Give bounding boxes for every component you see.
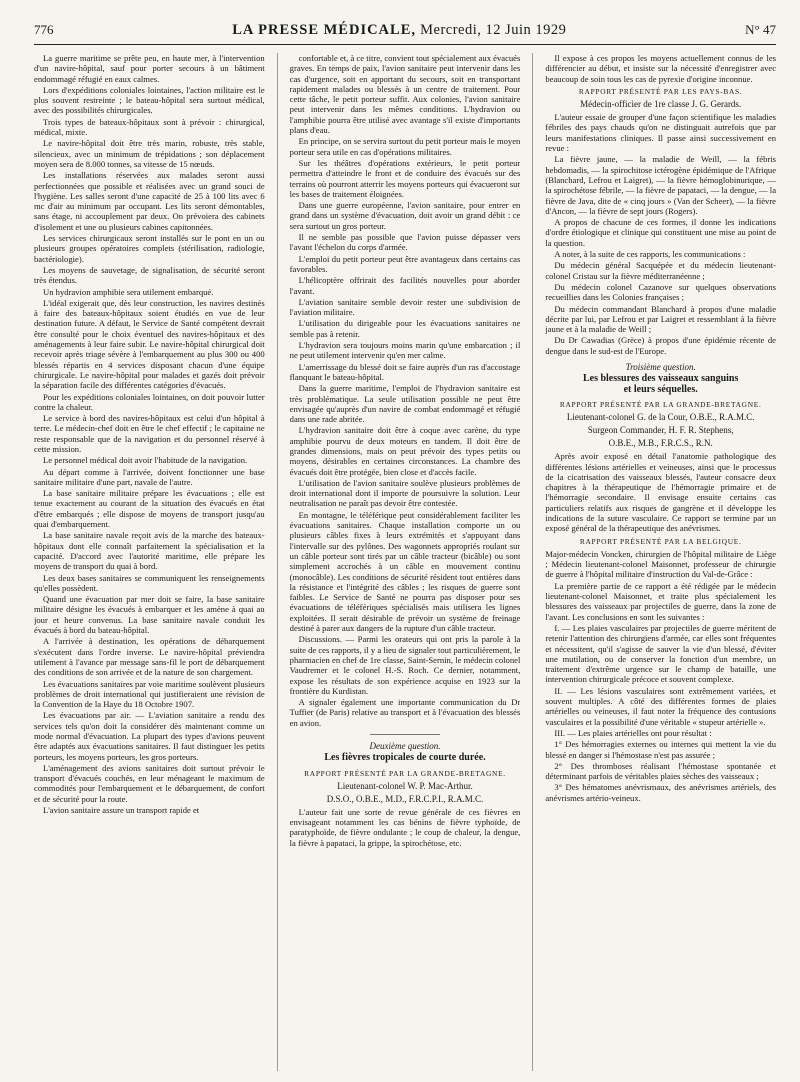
report-label: RAPPORT PRÉSENTÉ PAR LA GRANDE-BRETAGNE. [559, 399, 762, 409]
paragraph: En montagne, le téléférique peut considérablement faciliter les évacuations sanitaires. Chaque installation comporte un ou plusieurs câbles fixes à leurs extrémités et s'appuyant dans l'intervalle sur des pylônes. Des wagonnets appropriés roulant sur un câble porteur sont tirés par un câble tracteur (bicâble) ou sont simplement accrochés à un câble en mouvement continu (monocâble). Les conditions de sécurité résident tout entières dans la résistance et l'intégrité des câbles ; les risques de guerre sont faibles. Le Service de Santé ne pourra pas disposer pour ses évacuations de téléfériques spécialisés mais utilisera les lignes exploitées. Il serait désirable de prévoir un système de freinage destiné à parer aux dangers de la rupture d'un câble tracteur. [289, 509, 521, 634]
paragraph: L'hydravion sera toujours moins marin qu'une embarcation ; il ne peut utilement intervenir qu'en mer calme. [289, 340, 521, 361]
page-header [34, 22, 776, 45]
paragraph: Les installations réservées aux malades seront aussi perfectionnées que possible et réalisées avec un grand souci de l'hygiène. Les salles seront d'une capacité de 25 à 100 lits avec 6 mc d'air au minimum par occupant. Les lits seront démontables, sans étage, ni accouplement par deux. On prévoiera des cabinets d'isolement et une ou plusieurs cabines capitonnées. [34, 170, 265, 232]
paragraph: Les deux bases sanitaires se communiquent les renseignements qu'elles possèdent. [34, 572, 265, 593]
paragraph: confortable et, à ce titre, convient tout spécialement aux évacués graves. En temps de paix, l'avion sanitaire peut intervenir dans les cas d'urgence, soit en apportant du secours, soit en transportant rapidement malades ou blessés à un centre de traitement. Pour cette tâche, le petit porteur suffit. Aux colonies, l'avion sanitaire peut intervenir dans les mêmes conditions. L'hydravion ou l'amphibie pourra être utilisé avec avantage s'il existe d'importants plans d'eau. [289, 53, 521, 136]
paragraph: Au départ comme à l'arrivée, doivent fonctionner une base sanitaire militaire d'une part, navale de l'autre. [34, 466, 265, 487]
paragraph: L'aménagement des avions sanitaires doit surtout prévoir le transport d'évacués couchés, en leur ménageant le maximum de commodités pour l'embarquement et le débarquement, de confort et de sécurité pour la route. [34, 762, 265, 804]
paragraph: A noter, à la suite de ces rapports, les communications : [554, 249, 746, 260]
paragraph: Le navire-hôpital doit être très marin, robuste, très stable, silencieux, avec un minimum de trépidations ; son déplacement moyen sera de 8.000 tonnes, sa vitesse de 15 nœuds. [34, 138, 265, 169]
column-3 [532, 53, 776, 1071]
report-author: Lieutenant-colonel W. P. Mac-Arthur. [337, 780, 473, 791]
paragraph: Lors d'expéditions coloniales lointaines, l'action militaire est le plus souvent restreinte ; le bateau-hôpital sera surtout médical, avec des possibilités chirurgicales. [34, 84, 265, 116]
paragraph: L'hydravion sanitaire doit être à coque avec carène, du type amphibie pourvu de deux moteurs en tandem. Il doit être de grandes dimensions, mais on peut prévoir des types petits ou moyens, désirables en certaines circonstances. La chambre des évacués doit être protégée, bien close et d'accès facile. [289, 425, 521, 477]
paragraph: Après avoir exposé en détail l'anatomie pathologique des différentes lésions artérielles et veineuses, ainsi que le processus de la cicatrisation des vaisseaux blessés, l'auteur consacre deux chapitres à la thérapeutique de l'hémorragie primaire et de l'hémorragie secondaire. Il envisage ensuite certains cas particuliers relatifs aux risques de gangrène et il développe les indications de la suture vasculaire. Ce rapport se termine par un exposé général de la thérapeutique des anévrismes. [545, 451, 777, 534]
section-divider [370, 734, 440, 735]
journal-title [232, 22, 566, 39]
paragraph: L'auteur essaie de grouper d'une façon scientifique les maladies fébriles des pays chauds qu'on ne distinguait autrefois que par leurs manifestations cliniques. Il passe ainsi successivement en revue : [545, 112, 777, 154]
column-1 [34, 53, 265, 1071]
paragraph: II. — Les lésions vasculaires sont extrêmement variées, et souvent multiples. A côté des différentes formes de plaies artérielles ou veineuses, il faut noter la fréquence des contusions vasculaires et la possibilité d'une véritable « stupeur artérielle ». [545, 685, 777, 727]
paragraph: Les évacuations par air. — L'aviation sanitaire a rendu des services tels qu'on doit la considérer dès maintenant comme un mode normal d'évacuation. La plupart des types d'avions peuvent être adaptés aux évacuations sanitaires. Il faut distinguer les petits porteurs, les moyens porteurs, les gros porteurs. [34, 710, 265, 762]
paragraph: Les services chirurgicaux seront installés sur le pont en un ou plusieurs groupes opératoires complets (stérilisation, radiologie, bactériologie). [34, 233, 265, 264]
paragraph: Du médecin commandant Blanchard à propos d'une maladie décrite par lui, par Lefrou et par Laigret et ressemblant à la fièvre jaune et à la maladie de Weill ; [545, 303, 777, 335]
paragraph: A signaler également une importante communication du Dr Tuffier (de Paris) relative au transport et à l'évacuation des blessés en avion. [289, 697, 521, 728]
paragraph: Major-médecin Voncken, chirurgien de l'hôpital militaire de Liège ; Médecin lieutenant-colonel Maisonnet, professeur de chirurgie de guerre à l'hôpital militaire d'instruction du Val-de-Grâce : [545, 548, 777, 580]
column-3-paragraphs-b [545, 581, 776, 803]
paragraph: La base sanitaire navale reçoit avis de la marche des bateaux-hôpitaux dont elle connaît parfaitement la spécialisation et la capacité. D'accord avec l'autorité maritime, elle prépare les moyens de transport du quai à bord. [34, 530, 265, 572]
paragraph: A propos de chacune de ces formes, il donne les indications d'ordre étiologique et clinique qui constituent une mise au point de la question. [545, 217, 777, 248]
report-author: Médecin-officier de 1re classe J. G. Gerards. [580, 99, 742, 110]
paragraph: L'hélicoptère offrirait des facilités nouvelles pour aborder l'avant. [289, 275, 521, 296]
paragraph: Les évacuations sanitaires par voie maritime soulèvent plusieurs problèmes de droit international qui justifieraient une révision de la Convention de la Haye du 18 Octobre 1907. [34, 678, 265, 710]
paragraph: Du médecin général Sacquépée et du médecin lieutenant-colonel Cristau sur la fièvre méditerranéenne ; [545, 260, 777, 281]
paragraph: Pour les expéditions coloniales lointaines, on doit pouvoir lutter contre la chaleur. [34, 391, 265, 412]
column-2 [277, 53, 521, 1071]
text-columns [34, 53, 776, 1071]
paragraph: III. — Les plaies artérielles ont pour résultat : [554, 727, 712, 738]
paragraph: Il ne semble pas possible que l'avion puisse dépasser vers l'avant l'échelon du corps d'armée. [289, 232, 521, 253]
paragraph: Du médecin colonel Cazanove sur quelques observations recueillies dans les Colonies françaises ; [545, 281, 777, 303]
paragraph: L'utilisation de l'avion sanitaire soulève plusieurs problèmes de droit international dont il importe de poursuivre la solution. Leur neutralisation ne paraît pas devoir être contestée. [289, 477, 521, 509]
issue-number: N° 47 [745, 22, 776, 37]
paragraph: L'idéal exigerait que, dès leur construction, les navires destinés à faire des bateaux-hôpitaux soient étudiés en vue de leur destination future. A défaut, le Service de Santé compétent devrait être consulté pour le choix éventuel des navires-hôpitaux et des aménagements à leur faire subir. Le navire-hôpital chirurgical doit recevoir après triage sévère à l'embarquement au plus 300 ou 400 blessés répartis en 4 services disposant chacun d'une équipe chirurgicale. Le navire-hôpital pour malades et gazés doit prévoir la séparation facile des différentes catégories d'évacués. [34, 297, 265, 391]
report-label: RAPPORT PRÉSENTÉ PAR LES PAYS-BAS. [578, 86, 743, 96]
column-3-paragraphs [545, 112, 776, 356]
section-heading-3: Troisième question. [625, 362, 696, 373]
section-subtitle-2: Les fièvres tropicales de courte durée. [324, 752, 486, 764]
paragraph: Dans une guerre européenne, l'avion sanitaire, pour entrer en grand dans un système d'évacuation, doit avoir un grand débit : ce sera surtout un gros porteur. [289, 200, 521, 231]
paragraph: Les moyens de sauvetage, de signalisation, de sécurité seront très étendus. [34, 264, 265, 286]
report-author-titles: O.B.E., M.B., F.R.C.S., R.N. [608, 438, 713, 449]
paragraph: La fièvre jaune, — la maladie de Weill, — la fébris hebdomadis, — la spirochitose ictérogène épidémique de l'Afrique (Blanchard, Lefrou et Laigret), — la fièvre hémoglobinurique, — la spirochétose fébrile, — la fièvre de papataci, — la dengue, — la fièvre de Java, dite de « cinq jours » (Van der Scheer), — la fièvre d'Ancon, — la fièvre de sept jours (Rogers). [545, 154, 777, 216]
paragraph: La guerre maritime se prête peu, en haute mer, à l'intervention d'un navire-hôpital, sauf pour porter secours à un bâtiment endommagé réfugié en eaux calmes. [34, 53, 265, 84]
subtitle-line-1: Les blessures des vaisseaux sanguins [582, 373, 739, 385]
paragraph: Le service à bord des navires-hôpitaux est celui d'un hôpital à terre. Le médecin-chef doit en être le chef effectif ; le capitaine ne reste responsable que de la navigation et du personnel réservé à cette mission. [34, 413, 265, 454]
report-label: RAPPORT PRÉSENTÉ PAR LA BELGIQUE. [579, 536, 742, 546]
report-author-titles: D.S.O., O.B.E., M.D., F.R.C.P.I., R.A.M.C. [326, 793, 484, 804]
paragraph: Il expose à ces propos les moyens actuellement connus de les différencier au début, et insiste sur la nécessité d'enregistrer avec beaucoup de soin tous les cas de pyrexie d'origine inconnue. [545, 53, 777, 84]
paragraph: I. — Les plaies vasculaires par projectiles de guerre méritent de retenir l'attention des chirurgiens d'armée, car elles sont fréquentes et nécessitent, qu'il s'agisse de sauver la vie d'un blessé, d'éviter une mutilation, ou de conserver la fonction d'un membre, un traitement d'extrême urgence sur le champ de bataille, une intervention chirurgicale précoce et souvent complexe. [545, 622, 777, 685]
paragraph: Un hydravion amphibie sera utilement embarqué. [43, 286, 214, 297]
paragraph: L'emploi du petit porteur peut être avantageux dans certains cas favorables. [289, 253, 521, 274]
subtitle-line-2: et leurs séquelles. [623, 383, 698, 395]
paragraph: Dans la guerre maritime, l'emploi de l'hydravion sanitaire est très problématique. La seule utilisation possible ne peut être envisagée qu'auprès d'un navire de combat endommagé et réfugié dans une rade abritée. [289, 383, 521, 425]
journal-name: LA PRESSE MÉDICALE, [232, 22, 416, 38]
report-author: Lieutenant-colonel G. de la Cour, O.B.E., R.A.M.C. [566, 412, 755, 423]
paragraph: Du Dr Cawadias (Grèce) à propos d'une épidémie récente de dengue dans le sud-est de l'Europe. [545, 335, 777, 356]
section-subtitle-3 [545, 374, 776, 395]
issue-date: Mercredi, 12 Juin 1929 [420, 22, 567, 38]
paragraph: Trois types de bateaux-hôpitaux sont à prévoir : chirurgical, médical, mixte. [34, 116, 265, 138]
column-1-paragraphs [34, 53, 265, 815]
column-2-paragraphs [290, 53, 521, 728]
paragraph: 1° Des hémorragies externes ou internes qui mettent la vie du blessé en danger si l'hémostase n'est pas assurée ; [545, 739, 777, 760]
paragraph: A l'arrivée à destination, les opérations de débarquement s'exécutent dans l'ordre inverse. Le navire-hôpital préviendra utilement à l'avance par message sans-fil le port de débarquement des conditions de son arrivée et de la nature de son chargement. [34, 636, 265, 678]
paragraph: En principe, on se servira surtout du petit porteur mais le moyen porteur sera utile en cas d'opérations militaires. [289, 136, 521, 157]
paragraph: 3° Des hématomes anévrismaux, des anévrismes artériels, des anévrismes artério-veineux. [545, 782, 777, 803]
paragraph: L'aviation sanitaire semble devoir rester une subdivision de l'aviation militaire. [289, 296, 521, 318]
paragraph: Discussions. — Parmi les orateurs qui ont pris la parole à la suite de ces rapports, il y a lieu de signaler tout particulièrement, le pharmacien en chef de 1re classe, Saint-Sernin, le médecin colonel Vaudremer et le colonel H.-S. Roch. Ce dernier, notamment, expose les résultats de son expérience acquise en 1923 sur la frontière du Kurdistan. [289, 634, 521, 696]
paragraph: Le personnel médical doit avoir l'habitude de la navigation. [43, 455, 248, 466]
paragraph: La première partie de ce rapport a été rédigée par le médecin lieutenant-colonel Maisonnet, et traite plus spécialement les blessures des vaisseaux par projectiles de guerre, dans la zone de l'avant. Les conclusions en sont les suivantes : [545, 580, 777, 622]
report-label: RAPPORT PRÉSENTÉ PAR LA GRANDE-BRETAGNE. [304, 768, 506, 778]
section-heading-2: Deuxième question. [369, 741, 441, 751]
paragraph: L'avion sanitaire assure un transport rapide et [43, 805, 200, 816]
report-author: Surgeon Commander, H. F. R. Stephens, [587, 425, 734, 436]
paragraph: L'amerrissage du blessé doit se faire auprès d'un ras d'accostage flanquant le bateau-hôpital. [289, 361, 521, 382]
page-number: 776 [34, 22, 54, 37]
paragraph: La base sanitaire militaire prépare les évacuations ; elle est tenue exactement au courant de la situation des évacués en état d'être embarqués ; elle dispose de moyens de transport jusqu'au quai d'embarquement. [34, 488, 265, 530]
paragraph: L'utilisation du dirigeable pour les évacuations sanitaires ne semble pas à retenir. [289, 318, 521, 339]
paragraph: L'auteur fait une sorte de revue générale de ces fièvres en envisageant notamment les cas bénins de fièvre typhoïde, de paratyphoïde, de fièvre ondulante ; le coup de chaleur, la dengue, la fièvre à papataci, la grippe, la spirochétose, etc. [289, 806, 521, 848]
paragraph: Quand une évacuation par mer doit se faire, la base sanitaire militaire désigne les évacués à embarquer et les amène à quai au jour et heure convenus. La base sanitaire navale conduit les évacués à bord du bateau-hôpital. [34, 594, 265, 636]
paragraph: 2° Des thromboses réalisant l'hémostase spontanée et déterminant parfois de véritables plaies sèches des vaisseaux ; [545, 760, 777, 782]
paragraph: Sur les théâtres d'opérations extérieurs, le petit porteur permettra d'atteindre le front et de conduire des évacués sur des terrains où pourront atterrir les moyens porteurs qui évacueront sur les bases de traitement éloignées. [289, 157, 521, 199]
